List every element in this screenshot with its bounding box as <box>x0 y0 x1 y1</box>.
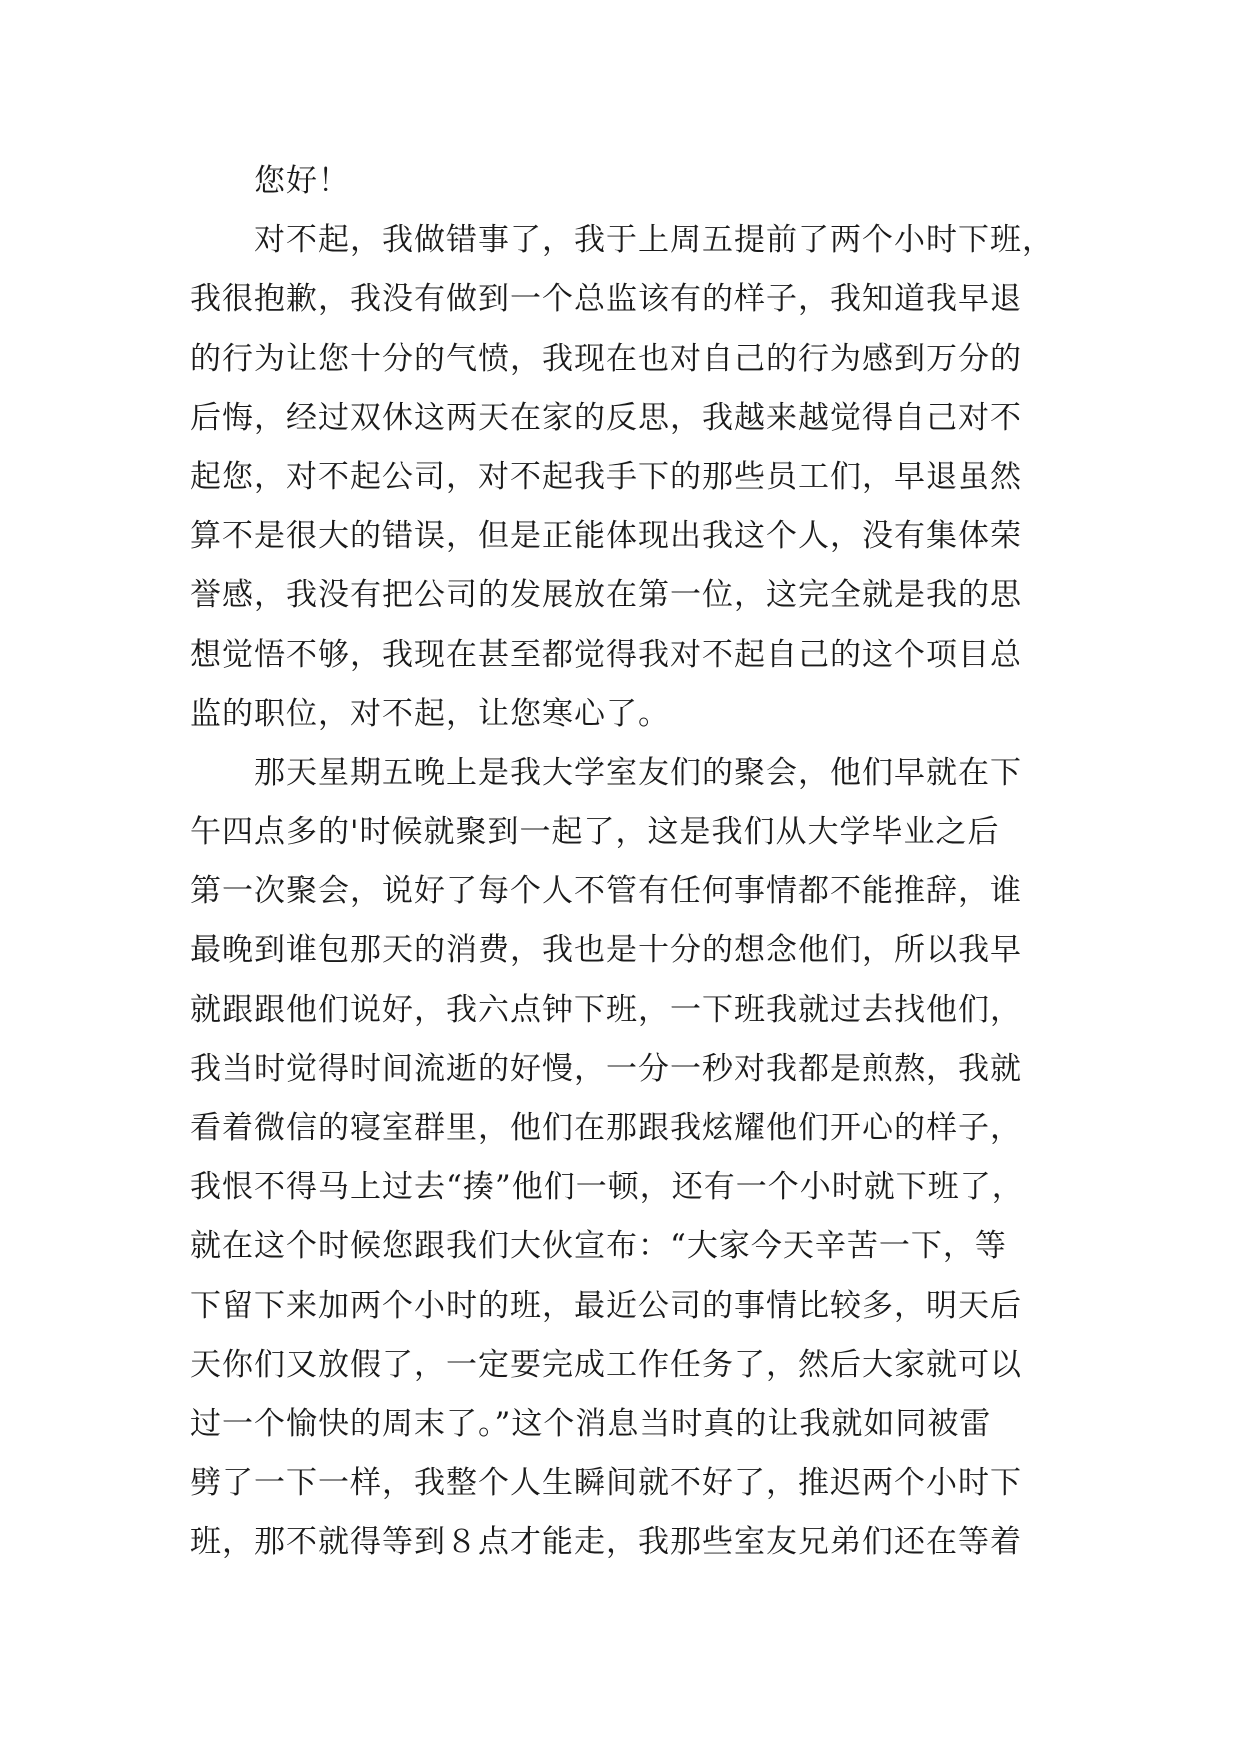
text-line: 我很抱歉，我没有做到一个总监该有的样子，我知道我早退 <box>190 281 1022 318</box>
text-line: 就跟跟他们说好，我六点钟下班，一下班我就过去找他们， <box>190 991 1022 1028</box>
text-line: 下留下来加两个小时的班，最近公司的事情比较多，明天后 <box>190 1287 1022 1324</box>
text-line: 誉感，我没有把公司的发展放在第一位，这完全就是我的思 <box>190 577 1022 614</box>
text-line: 对不起，我做错事了，我于上周五提前了两个小时下班， <box>254 222 1054 259</box>
text-line: 我恨不得马上过去“揍”他们一顿，还有一个小时就下班了， <box>190 1169 1024 1206</box>
text-line: 我当时觉得时间流逝的好慢，一分一秒对我都是煎熬，我就 <box>190 1050 1022 1087</box>
text-line: 最晚到谁包那天的消费，我也是十分的想念他们，所以我早 <box>190 932 1022 969</box>
text-line: 第一次聚会，说好了每个人不管有任何事情都不能推辞，谁 <box>190 873 1022 910</box>
text-line: 您好！ <box>254 163 350 199</box>
text-line: 起您，对不起公司，对不起我手下的那些员工们，早退虽然 <box>190 458 1022 495</box>
text-line: 后悔，经过双休这两天在家的反思，我越来越觉得自己对不 <box>190 399 1022 436</box>
text-line: 想觉悟不够，我现在甚至都觉得我对不起自己的这个项目总 <box>190 636 1022 673</box>
text-line: 班，那不就得等到８点才能走，我那些室友兄弟们还在等着 <box>190 1524 1022 1561</box>
text-line: 午四点多的'时候就聚到一起了，这是我们从大学毕业之后 <box>190 814 1000 851</box>
text-line: 劈了一下一样，我整个人生瞬间就不好了，推迟两个小时下 <box>190 1465 1022 1502</box>
text-line: 过一个愉快的周末了。”这个消息当时真的让我就如同被雷 <box>190 1405 992 1442</box>
letter-body <box>190 152 1070 1573</box>
text-line: 就在这个时候您跟我们大伙宣布：“大家今天辛苦一下，等 <box>190 1228 1007 1265</box>
text-line: 那天星期五晚上是我大学室友们的聚会，他们早就在下 <box>254 754 1022 791</box>
text-line: 天你们又放假了，一定要完成工作任务了，然后大家就可以 <box>190 1346 1022 1383</box>
text-line: 看着微信的寝室群里，他们在那跟我炫耀他们开心的样子， <box>190 1110 1022 1146</box>
text-line: 算不是很大的错误，但是正能体现出我这个人，没有集体荣 <box>190 518 1022 555</box>
text-line: 监的职位，对不起，让您寒心了。 <box>190 695 670 732</box>
text-line: 的行为让您十分的气愤，我现在也对自己的行为感到万分的 <box>190 340 1022 377</box>
